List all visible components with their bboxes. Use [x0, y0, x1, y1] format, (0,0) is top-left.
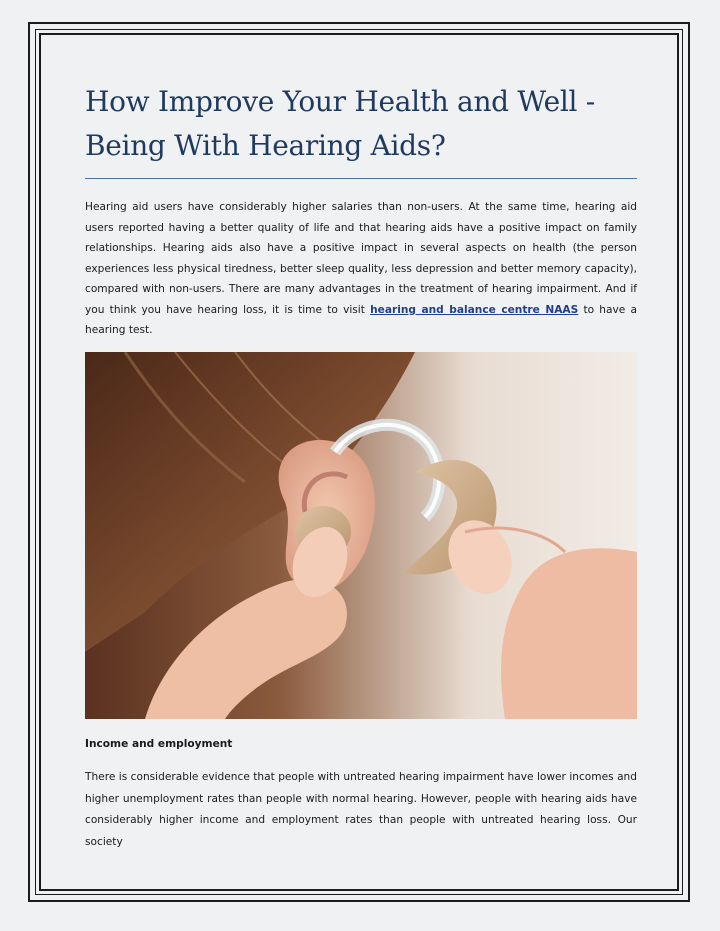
title-line-2: Being With Hearing Aids?: [85, 129, 446, 162]
hearing-aid-illustration: [85, 352, 637, 719]
page-content: [85, 80, 637, 848]
intro-paragraph: [85, 197, 637, 341]
section-heading-income: Income and employment: [85, 738, 233, 750]
hearing-aid-photo: [85, 352, 637, 719]
title-divider: [85, 178, 637, 179]
intro-text-after-link: to have a hearing test.: [85, 303, 637, 336]
page-title: [85, 80, 637, 168]
section-paragraph-income: There is considerable evidence that people with untreated hearing impairment have lower incomes and higher unemployment rates than people with normal hearing. However, people with hearing aids have considerably higher income and employment rates than people with untreated hearing loss. Our society: [85, 771, 637, 848]
intro-text-before-link: Hearing aid users have considerably higher salaries than non-users. At the same time, hearing aid users reported having a better quality of life and that hearing aids have a positive impact on family relationships. Hearing aids also have a positive impact in several aspects on health (the person experiences less physical tiredness, better sleep quality, less depression and better memory capacity), compared with non-users. There are many advantages in the treatment of hearing impairment. And if you think you have hearing loss, it is time to visit: [85, 201, 637, 316]
title-line-1: How Improve Your Health and Well -: [85, 85, 595, 118]
hearing-centre-link[interactable]: hearing and balance centre NAAS: [370, 303, 579, 316]
